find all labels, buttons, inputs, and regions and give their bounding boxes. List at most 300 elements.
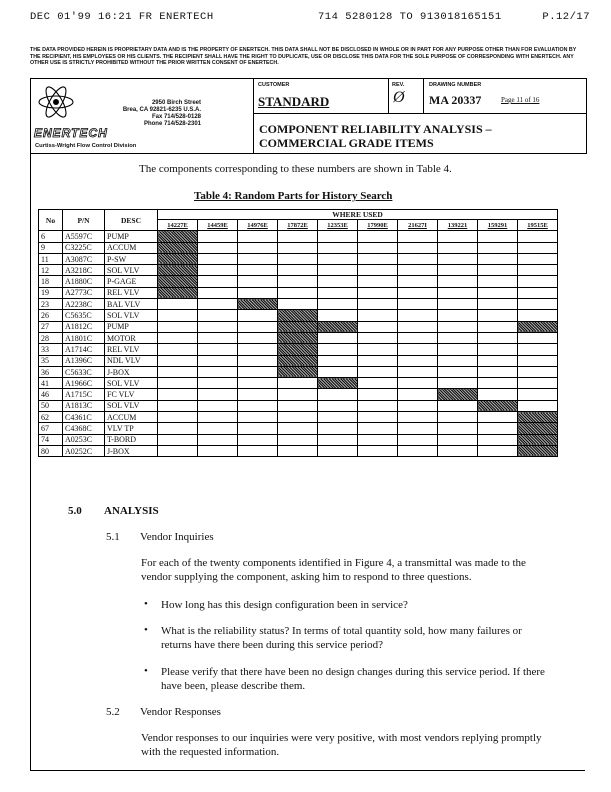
where-used-cell	[238, 332, 278, 343]
where-used-cell	[398, 412, 438, 423]
where-used-cell	[158, 253, 198, 264]
where-used-cell	[278, 242, 318, 253]
where-used-cell	[278, 366, 318, 377]
where-used-cell	[198, 366, 238, 377]
where-used-cell	[238, 423, 278, 434]
part-number: A1714C	[63, 344, 105, 355]
where-used-cell	[278, 423, 318, 434]
where-used-cell	[278, 434, 318, 445]
where-used-cell	[318, 434, 358, 445]
where-used-cell	[358, 321, 398, 332]
part-description: J-BOX	[105, 366, 158, 377]
where-used-cell	[158, 332, 198, 343]
where-used-cell	[238, 412, 278, 423]
part-number-index: 28	[39, 332, 63, 343]
table-caption: Table 4: Random Parts for History Search	[194, 190, 393, 202]
where-used-cell	[358, 366, 398, 377]
where-used-cell	[358, 378, 398, 389]
where-used-cell	[158, 434, 198, 445]
table-row	[39, 423, 558, 434]
part-description: VLV TP	[105, 423, 158, 434]
where-used-cell	[478, 355, 518, 366]
customer-label: CUSTOMER	[258, 82, 290, 88]
where-used-cell	[198, 434, 238, 445]
where-used-cell	[198, 445, 238, 456]
where-used-cell	[198, 355, 238, 366]
where-used-cell	[238, 321, 278, 332]
part-number-index: 67	[39, 423, 63, 434]
part-description: MOTOR	[105, 332, 158, 343]
site-column-header: 21627I	[398, 220, 438, 231]
site-column-header: 139221	[438, 220, 478, 231]
title-block	[30, 78, 587, 154]
table-row	[39, 378, 558, 389]
where-used-cell	[278, 445, 318, 456]
document-title	[259, 122, 579, 150]
section-5-heading	[68, 505, 159, 517]
where-used-cell	[518, 423, 558, 434]
atom-logo-icon	[37, 83, 75, 121]
part-description: J-BOX	[105, 445, 158, 456]
where-used-cell	[478, 299, 518, 310]
subsection-title: Vendor Responses	[140, 706, 221, 718]
section-title: ANALYSIS	[104, 505, 159, 517]
customer-value: STANDARD	[258, 94, 330, 109]
where-used-cell	[318, 378, 358, 389]
part-number: C4368C	[63, 423, 105, 434]
table-row	[39, 434, 558, 445]
where-used-cell	[358, 231, 398, 242]
page-frame-bottom	[30, 770, 585, 771]
part-description: ACCUM	[105, 242, 158, 253]
where-used-cell	[278, 389, 318, 400]
where-used-cell	[358, 389, 398, 400]
where-used-cell	[318, 344, 358, 355]
where-used-cell	[398, 287, 438, 298]
part-description: T-BORD	[105, 434, 158, 445]
part-number: A3087C	[63, 253, 105, 264]
where-used-cell	[358, 253, 398, 264]
where-used-cell	[158, 321, 198, 332]
where-used-cell	[158, 423, 198, 434]
part-number-index: 50	[39, 400, 63, 411]
address-fax: Fax 714/528-0128	[151, 114, 201, 120]
where-used-cell	[358, 276, 398, 287]
where-used-cell	[318, 231, 358, 242]
document-title-line1: COMPONENT RELIABILITY ANALYSIS –	[259, 122, 492, 136]
where-used-cell	[518, 434, 558, 445]
table-row	[39, 366, 558, 377]
where-used-cell	[158, 355, 198, 366]
where-used-cell	[518, 276, 558, 287]
where-used-cell	[198, 332, 238, 343]
where-used-cell	[438, 445, 478, 456]
where-used-cell	[278, 276, 318, 287]
where-used-cell	[398, 265, 438, 276]
address-phone: Phone 714/528-2301	[143, 121, 201, 127]
where-used-cell	[438, 321, 478, 332]
where-used-cell	[438, 412, 478, 423]
site-column-header: 17990E	[358, 220, 398, 231]
where-used-cell	[278, 231, 318, 242]
where-used-cell	[238, 366, 278, 377]
where-used-cell	[478, 445, 518, 456]
part-number: A1880C	[63, 276, 105, 287]
where-used-cell	[438, 423, 478, 434]
part-number-index: 26	[39, 310, 63, 321]
where-used-cell	[358, 332, 398, 343]
where-used-cell	[278, 299, 318, 310]
where-used-cell	[398, 445, 438, 456]
site-column-header: 19515E	[518, 220, 558, 231]
where-used-cell	[478, 265, 518, 276]
part-number: A1715C	[63, 389, 105, 400]
where-used-cell	[518, 265, 558, 276]
site-column-header: 12353E	[318, 220, 358, 231]
table-row	[39, 287, 558, 298]
where-used-cell	[518, 231, 558, 242]
part-number: A1813C	[63, 400, 105, 411]
where-used-cell	[478, 276, 518, 287]
subsection-number: 5.2	[106, 706, 120, 718]
part-number: C5633C	[63, 366, 105, 377]
site-column-header: 159291	[478, 220, 518, 231]
where-used-cell	[438, 332, 478, 343]
column-header-no: No	[39, 210, 63, 231]
where-used-cell	[238, 276, 278, 287]
where-used-cell	[358, 434, 398, 445]
part-number: C3225C	[63, 242, 105, 253]
where-used-cell	[158, 299, 198, 310]
part-description: SOL VLV	[105, 310, 158, 321]
where-used-cell	[518, 242, 558, 253]
part-number-index: 6	[39, 231, 63, 242]
part-number: A2238C	[63, 299, 105, 310]
where-used-cell	[198, 321, 238, 332]
where-used-cell	[318, 412, 358, 423]
part-number: A0252C	[63, 445, 105, 456]
part-number-index: 80	[39, 445, 63, 456]
where-used-cell	[398, 344, 438, 355]
part-number: A1801C	[63, 332, 105, 343]
proprietary-disclaimer: THE DATA PROVIDED HEREIN IS PROPRIETARY DATA AND IS THE PROPERTY OF ENERTECH. THIS DATA SHALL NOT BE DISCLOSED IN WHOLE OR IN PART FOR ANY PURPOSE OTHER THAN FOR EVALUATION BY THE RECIPIENT, HIS EMPLOYEES OR HIS CLIENTS. THE RECIPIENT SHALL HAVE THE RIGHT TO DUPLICATE, USE OR DISCLOSE THIS DATA FOR THE SOLE PURPOSE OF CORRESPONDING WITH ENERTECH. ANY OTHER USE IS STRICTLY PROHIBITED WITHOUT THE PRIOR WRITTEN CONSENT OF ENERTECH.	[30, 47, 577, 67]
where-used-cell	[518, 287, 558, 298]
where-used-cell	[238, 400, 278, 411]
where-used-cell	[158, 265, 198, 276]
part-number: A3218C	[63, 265, 105, 276]
where-used-cell	[438, 276, 478, 287]
part-number-index: 41	[39, 378, 63, 389]
bullet-icon: •	[144, 598, 148, 610]
where-used-cell	[278, 412, 318, 423]
where-used-cell	[198, 287, 238, 298]
page-frame-left	[30, 152, 31, 770]
where-used-cell	[478, 434, 518, 445]
part-number: A0253C	[63, 434, 105, 445]
part-description: SOL VLV	[105, 265, 158, 276]
where-used-cell	[518, 355, 558, 366]
part-description: PUMP	[105, 231, 158, 242]
part-number: C4361C	[63, 412, 105, 423]
part-number-index: 35	[39, 355, 63, 366]
part-number-index: 36	[39, 366, 63, 377]
part-number-index: 9	[39, 242, 63, 253]
where-used-cell	[518, 366, 558, 377]
where-used-cell	[278, 265, 318, 276]
section-number: 5.0	[68, 505, 82, 517]
fax-header	[30, 11, 590, 25]
where-used-cell	[518, 378, 558, 389]
where-used-cell	[198, 400, 238, 411]
where-used-cell	[518, 445, 558, 456]
where-used-cell	[238, 355, 278, 366]
part-number-index: 46	[39, 389, 63, 400]
where-used-cell	[518, 412, 558, 423]
where-used-cell	[478, 400, 518, 411]
where-used-cell	[238, 434, 278, 445]
part-number: A1396C	[63, 355, 105, 366]
table-row	[39, 445, 558, 456]
where-used-cell	[238, 310, 278, 321]
bullet-icon: •	[144, 665, 148, 677]
where-used-cell	[238, 287, 278, 298]
table-row	[39, 276, 558, 287]
table-row	[39, 344, 558, 355]
where-used-cell	[438, 378, 478, 389]
part-description: SOL VLV	[105, 378, 158, 389]
site-column-header: 17872E	[278, 220, 318, 231]
where-used-cell	[238, 265, 278, 276]
subsection-number: 5.1	[106, 531, 120, 543]
where-used-cell	[358, 445, 398, 456]
rev-label: REV.	[392, 82, 405, 88]
where-used-cell	[318, 445, 358, 456]
where-used-cell	[278, 321, 318, 332]
where-used-cell	[318, 299, 358, 310]
where-used-cell	[438, 434, 478, 445]
part-number: A2773C	[63, 287, 105, 298]
section-5-2-heading	[106, 706, 221, 718]
where-used-cell	[518, 299, 558, 310]
where-used-cell	[198, 389, 238, 400]
where-used-cell	[198, 265, 238, 276]
where-used-cell	[398, 242, 438, 253]
where-used-cell	[478, 310, 518, 321]
where-used-cell	[238, 231, 278, 242]
site-column-header: 14459E	[198, 220, 238, 231]
part-description: REL VLV	[105, 287, 158, 298]
where-used-cell	[478, 412, 518, 423]
where-used-cell	[358, 287, 398, 298]
part-number: A1966C	[63, 378, 105, 389]
where-used-cell	[158, 276, 198, 287]
where-used-cell	[358, 400, 398, 411]
table-row	[39, 412, 558, 423]
where-used-cell	[398, 434, 438, 445]
where-used-cell	[318, 389, 358, 400]
where-used-cell	[438, 366, 478, 377]
where-used-cell	[158, 231, 198, 242]
part-number-index: 23	[39, 299, 63, 310]
where-used-cell	[358, 423, 398, 434]
where-used-cell	[438, 253, 478, 264]
table-row	[39, 231, 558, 242]
where-used-cell	[318, 310, 358, 321]
where-used-cell	[518, 310, 558, 321]
rev-value: Ø	[393, 89, 405, 106]
where-used-cell	[478, 231, 518, 242]
table-row	[39, 265, 558, 276]
table-row	[39, 253, 558, 264]
where-used-cell	[398, 332, 438, 343]
where-used-cell	[318, 400, 358, 411]
where-used-cell	[198, 310, 238, 321]
bullet-item: Please verify that there have been no design changes during this service period. If there have been, please describe them.	[161, 666, 545, 692]
where-used-cell	[158, 366, 198, 377]
intro-text: The components corresponding to these numbers are shown in Table 4.	[139, 163, 452, 175]
where-used-cell	[278, 253, 318, 264]
where-used-cell	[238, 242, 278, 253]
where-used-cell	[158, 287, 198, 298]
where-used-cell	[478, 321, 518, 332]
where-used-cell	[398, 253, 438, 264]
where-used-cell	[438, 299, 478, 310]
part-number: A5597C	[63, 231, 105, 242]
address-street: 2950 Birch Street	[151, 100, 201, 106]
where-used-cell	[158, 445, 198, 456]
where-used-cell	[278, 287, 318, 298]
where-used-cell	[358, 344, 398, 355]
where-used-cell	[318, 276, 358, 287]
division-name: Curtiss-Wright Flow Control Division	[35, 143, 137, 149]
where-used-cell	[478, 332, 518, 343]
page-number: Page 11 of 16	[501, 96, 540, 104]
section-5-1-heading	[106, 531, 214, 543]
part-number-index: 18	[39, 276, 63, 287]
where-used-cell	[358, 299, 398, 310]
where-used-cell	[318, 355, 358, 366]
vendor-inquiries-paragraph: For each of the twenty components identified in Figure 4, a transmittal was made to the vendor supplying the component, asking him to respond to three questions.	[141, 557, 526, 583]
part-description: NDL VLV	[105, 355, 158, 366]
where-used-cell	[198, 378, 238, 389]
where-used-cell	[198, 412, 238, 423]
where-used-cell	[478, 366, 518, 377]
part-number-index: 11	[39, 253, 63, 264]
where-used-cell	[358, 310, 398, 321]
where-used-cell	[278, 378, 318, 389]
where-used-cell	[398, 389, 438, 400]
bullet-item: What is the reliability status? In terms of total quantity sold, how many failures or returns have there been during this service period?	[161, 625, 522, 651]
part-number-index: 19	[39, 287, 63, 298]
site-column-header: 14227E	[158, 220, 198, 231]
where-used-cell	[398, 276, 438, 287]
where-used-cell	[478, 378, 518, 389]
table-row	[39, 389, 558, 400]
where-used-cell	[198, 253, 238, 264]
where-used-cell	[158, 242, 198, 253]
where-used-cell	[438, 344, 478, 355]
column-header-desc: DESC	[105, 210, 158, 231]
where-used-cell	[478, 344, 518, 355]
table-row	[39, 355, 558, 366]
part-description: REL VLV	[105, 344, 158, 355]
where-used-cell	[398, 378, 438, 389]
where-used-cell	[238, 344, 278, 355]
where-used-cell	[158, 389, 198, 400]
table-row	[39, 299, 558, 310]
where-used-cell	[238, 389, 278, 400]
where-used-cell	[438, 242, 478, 253]
where-used-cell	[318, 242, 358, 253]
where-used-cell	[318, 321, 358, 332]
where-used-cell	[478, 389, 518, 400]
part-description: P-GAGE	[105, 276, 158, 287]
where-used-cell	[318, 366, 358, 377]
where-used-cell	[318, 287, 358, 298]
where-used-cell	[238, 299, 278, 310]
where-used-cell	[318, 265, 358, 276]
where-used-cell	[398, 321, 438, 332]
where-used-cell	[158, 344, 198, 355]
where-used-cell	[278, 355, 318, 366]
where-used-cell	[198, 299, 238, 310]
where-used-cell	[518, 321, 558, 332]
where-used-cell	[158, 310, 198, 321]
where-used-cell	[518, 344, 558, 355]
where-used-cell	[398, 299, 438, 310]
where-used-cell	[238, 253, 278, 264]
column-header-pn: P/N	[63, 210, 105, 231]
where-used-cell	[398, 400, 438, 411]
where-used-cell	[438, 287, 478, 298]
where-used-cell	[438, 265, 478, 276]
subsection-title: Vendor Inquiries	[140, 531, 214, 543]
where-used-cell	[238, 378, 278, 389]
part-number-index: 62	[39, 412, 63, 423]
where-used-cell	[158, 412, 198, 423]
where-used-cell	[318, 423, 358, 434]
where-used-cell	[478, 423, 518, 434]
where-used-cell	[278, 344, 318, 355]
where-used-cell	[198, 423, 238, 434]
where-used-cell	[318, 253, 358, 264]
part-description: BAL VLV	[105, 299, 158, 310]
part-number-index: 12	[39, 265, 63, 276]
table-row	[39, 332, 558, 343]
where-used-cell	[478, 242, 518, 253]
part-description: ACCUM	[105, 412, 158, 423]
where-used-cell	[438, 310, 478, 321]
site-column-header: 14976E	[238, 220, 278, 231]
drawing-number-label: DRAWING NUMBER	[429, 82, 482, 88]
where-used-cell	[398, 366, 438, 377]
document-title-line2: COMMERCIAL GRADE ITEMS	[259, 136, 434, 150]
bullet-item: How long has this design configuration been in service?	[161, 599, 408, 611]
where-used-cell	[278, 332, 318, 343]
where-used-cell	[358, 412, 398, 423]
where-used-cell	[238, 445, 278, 456]
company-logo: ENERTECH	[34, 126, 108, 140]
table-row	[39, 321, 558, 332]
company-address	[111, 100, 201, 128]
table-row	[39, 242, 558, 253]
address-city: Brea, CA 92821-6235 U.S.A.	[122, 107, 201, 113]
where-used-cell	[518, 253, 558, 264]
part-number-index: 27	[39, 321, 63, 332]
drawing-number-value: MA 20337	[429, 93, 482, 107]
where-used-cell	[198, 276, 238, 287]
table-row	[39, 400, 558, 411]
